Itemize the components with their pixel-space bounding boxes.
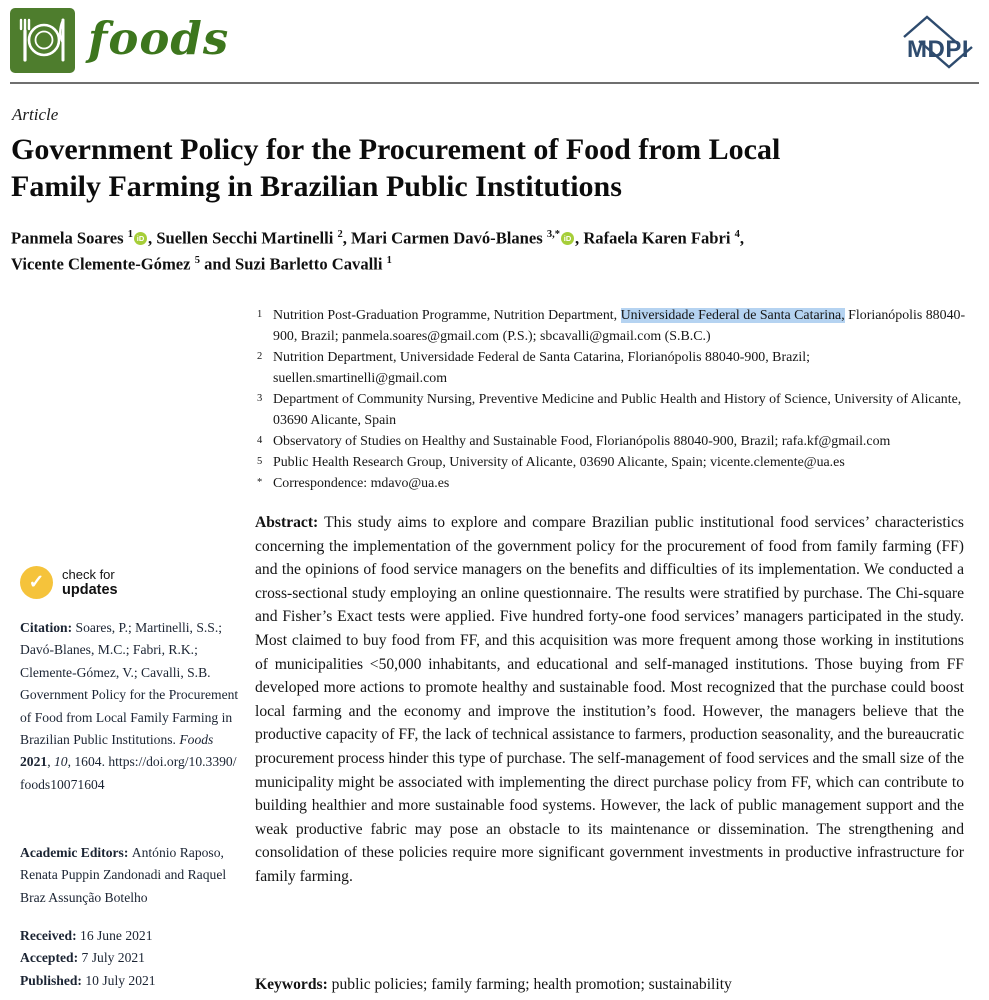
abstract-label: Abstract: bbox=[255, 514, 325, 531]
citation-label: Citation: bbox=[20, 620, 76, 635]
editors-label: Academic Editors: bbox=[20, 845, 132, 860]
affiliation-number: 2 bbox=[257, 351, 263, 362]
paper-title bbox=[11, 131, 971, 205]
received-date: Received: 16 June 2021 bbox=[20, 928, 153, 943]
mdpi-logo-text: MDPI bbox=[907, 36, 969, 63]
affiliation-number: 5 bbox=[257, 456, 263, 467]
affiliation-number: 4 bbox=[257, 435, 263, 446]
accepted-date: Accepted: 7 July 2021 bbox=[20, 950, 145, 966]
author-line-2: Vicente Clemente-Gómez $^5$ and Suzi Barletto Cavalli $^1$ bbox=[11, 254, 392, 274]
affiliation-5: 5 Public Health Research Group, University of Alicante, 03690 Alicante, Spain; vicente.clemente@ua.es bbox=[256, 452, 968, 473]
selected-text-highlight: Universidade Federal de Santa Catarina, bbox=[620, 308, 845, 323]
author-line-1: Panmela Soares $^1$ iD , Suellen Secchi Martinelli $^2$, Mari Carmen Davó-Blanes $^{3,*}$ iD , Rafaela Karen Fabri $^4$, bbox=[11, 228, 745, 248]
affiliation-number: * bbox=[257, 477, 263, 488]
badge-line-1: check for bbox=[62, 567, 115, 582]
title-line-2: Family Farming in Brazilian Public Institutions bbox=[11, 170, 622, 203]
mdpi-logo[interactable] bbox=[896, 10, 980, 74]
author-list bbox=[11, 224, 976, 276]
orcid-icon[interactable]: iD bbox=[561, 232, 574, 245]
abstract: Abstract: This study aims to explore and compare Brazilian public institutional food services’ characteristics concerning the implementation of the government policy for the procurement of food from family farming (FF) and the opinions of food service managers on the benefits and difficulties of its implementation. We conducted a cross-sectional study employing an online questionnaire. The results were stratified by purchase. The Chi-square and Fisher’s Exact tests were applied. Five hundred forty-one food services’ managers participated in the study. Most claimed to buy food from FF, and this acquisition was more frequent among those working in institutions of municipalities <50,000 inhabitants, and educational and self-managed institutions. Those buying from FF developed more actions to promote healthy and sustainable food. Most recognized that the purchase could boost local farming and the economy and improve the institution’s food. However, the managers believe that the productive capacity of FF, the lack of technical assistance to farmers, production seasonality, and the bureaucratic procurement process hinder this type of purchase. The self-management of food services and the small size of the municipality might be associated with implementing the direct purchase policy from FF, which can contribute to building healthier and more sustainable food systems. However, the lack of public management support and the weak productive fabric may pose an obstacle to its maintenance or dissemination. The strengthening and consolidation of these policies require more significant government investments in productive infrastructure for family farming. bbox=[255, 514, 964, 885]
journal-wordmark: foods bbox=[88, 12, 230, 65]
affiliation-3: 3 Department of Community Nursing, Preventive Medicine and Public Health and History of Science, University of Alicante, 03690 Alicante, Spain bbox=[256, 389, 968, 431]
published-date: Published: 10 July 2021 bbox=[20, 972, 156, 988]
affiliation-1: 1 Nutrition Post-Graduation Programme, Nutrition Department, Universidade Federal de Santa Catarina, Florianópolis 88040-900, Brazil; panmela.soares@gmail.com (P.S.); sbcavalli@gmail.com (S.B.C.) bbox=[256, 305, 968, 347]
title-line-1: Government Policy for the Procurement of Food from Local bbox=[11, 133, 781, 166]
affiliation-number: 1 bbox=[257, 309, 263, 320]
foods-journal-logo[interactable] bbox=[10, 8, 75, 73]
article-type-label: Article bbox=[12, 105, 59, 124]
affiliation-2: 2 Nutrition Department, Universidade Federal de Santa Catarina, Florianópolis 88040-900, Brazil; suellen.smartinelli@gmail.com bbox=[256, 347, 968, 389]
academic-editors-block: Academic Editors: António Raposo, Renata Puppin Zandonadi and Raquel Braz Assunção Botelho bbox=[20, 845, 227, 905]
orcid-icon[interactable]: iD bbox=[134, 232, 147, 245]
affiliation-number: 3 bbox=[257, 393, 263, 404]
doi-link[interactable]: https://doi.org/10.3390/foods10071604 bbox=[20, 754, 237, 792]
affiliations bbox=[256, 305, 968, 494]
keywords: Keywords: public policies; family farming; health promotion; sustainability bbox=[255, 976, 732, 993]
history-dates-block bbox=[20, 925, 246, 992]
affiliation-4: 4 Observatory of Studies on Healthy and Sustainable Food, Florianópolis 88040-900, Brazil; rafa.kf@gmail.com bbox=[256, 431, 968, 452]
keywords-label: Keywords: bbox=[255, 976, 332, 993]
check-for-updates-badge[interactable] bbox=[20, 566, 118, 599]
checkmark-icon: ✓ bbox=[20, 566, 53, 599]
header-divider bbox=[10, 82, 979, 84]
badge-line-2: updates bbox=[62, 582, 118, 598]
cutlery-plate-icon bbox=[10, 8, 75, 73]
affiliation-correspondence: * Correspondence: mdavo@ua.es bbox=[256, 473, 968, 494]
citation-block: Citation: Soares, P.; Martinelli, S.S.; Davó-Blanes, M.C.; Fabri, R.K.; Clemente-Gómez, V.; Cavalli, S.B. Government Policy for the Procurement of Food from Local Family Farming in Brazilian Public Institutions. Foods 2021, 10, 1604. https://doi.org/10.3390/foods10071604 bbox=[20, 620, 239, 792]
